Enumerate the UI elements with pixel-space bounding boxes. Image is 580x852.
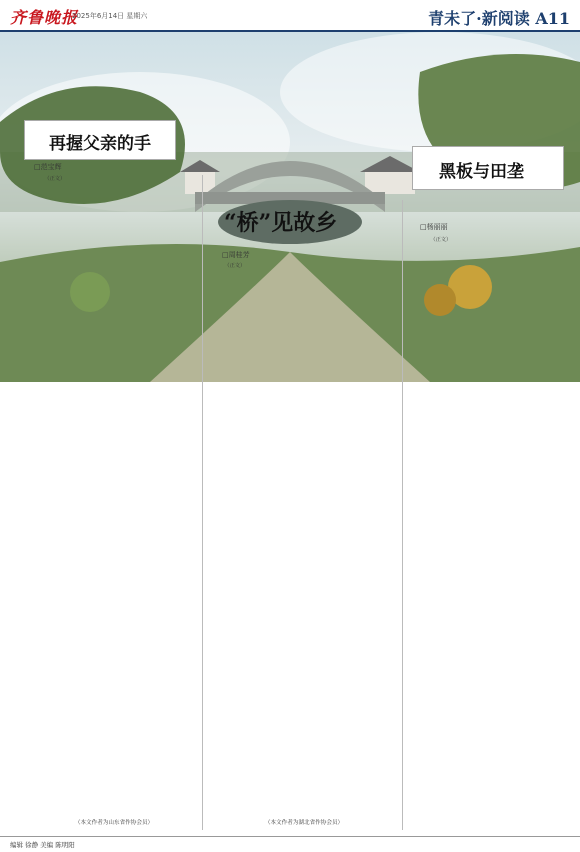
newspaper-logo: 齐鲁晚报 xyxy=(10,8,79,27)
paragraph: （正文） xyxy=(430,237,452,243)
right-article-title: 黑板与田垄 xyxy=(439,162,524,182)
column-divider xyxy=(402,200,403,830)
center-article-title: “桥”见故乡 xyxy=(224,210,338,236)
left-byline: □范宝辉 xyxy=(34,163,62,171)
paragraph: （正文） xyxy=(44,176,66,182)
center-article-body xyxy=(214,262,394,812)
left-article-title: 再握父亲的手 xyxy=(49,134,151,154)
section-title: 青未了·新阅读 A11 xyxy=(428,9,570,28)
paragraph: （正文） xyxy=(224,263,246,269)
left-author-note: （本文作者为山东省作协会员） xyxy=(74,820,154,826)
right-title-box xyxy=(412,146,564,190)
column-divider xyxy=(202,175,203,830)
center-byline: □周桂芳 xyxy=(222,251,250,259)
left-title-box xyxy=(24,120,176,160)
right-article-body xyxy=(420,236,570,826)
issue-date: 2025年6月14日 星期六 xyxy=(72,12,148,20)
center-author-note: （本文作者为湖北省作协会员） xyxy=(264,820,344,826)
right-byline: □杨丽丽 xyxy=(420,223,448,231)
page-footer xyxy=(0,836,580,852)
left-article-body xyxy=(34,175,194,813)
masthead xyxy=(0,0,580,32)
editor-credits: 编辑 徐静 美编 陈明阳 xyxy=(10,841,75,849)
